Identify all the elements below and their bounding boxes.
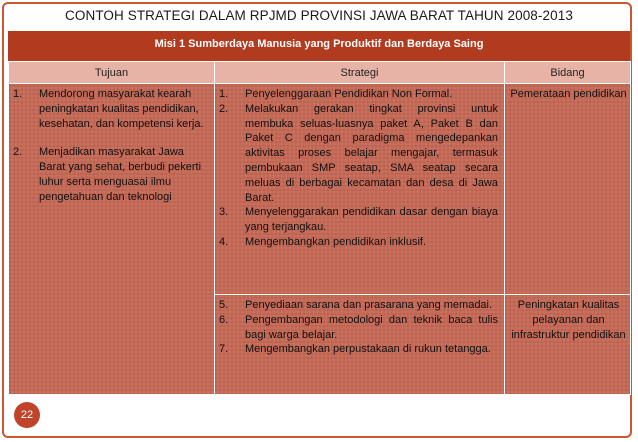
list-item (219, 205, 502, 235)
table-header-row (9, 62, 631, 84)
item-number: 3. (219, 206, 229, 219)
strategy-table (8, 61, 631, 395)
item-text: Pengembangan metodologi dan teknik baca tulis bagi warga belajar. (245, 313, 498, 341)
item-number: 2. (219, 102, 229, 115)
item-number: 1. (219, 88, 229, 100)
header-tujuan: Tujuan (9, 62, 215, 84)
item-number: 2. (13, 146, 23, 159)
strategi-cell (215, 84, 505, 295)
item-text: Mendorong masyarakat kearah peningkatan kualitas pendidikan, kesehatan, dan kompetensi kerja. (39, 88, 204, 130)
list-spacer (13, 131, 212, 145)
slide-title: CONTOH STRATEGI DALAM RPJMD PROVINSI JAWA BARAT TAHUN 2008-2013 (65, 8, 573, 23)
header-bidang: Bidang (505, 62, 631, 84)
item-number: 1. (13, 88, 23, 100)
item-number: 7. (219, 343, 229, 356)
mission-band-text: Misi 1 Sumberdaya Manusia yang Produktif dan Berdaya Saing (154, 38, 484, 50)
list-item (219, 235, 502, 250)
tujuan-list (13, 87, 212, 205)
item-text: Penyelenggaraan Pendidikan Non Formal. (245, 88, 453, 100)
item-text: Mengembangkan pendidikan inklusif. (245, 235, 427, 248)
list-item (219, 313, 502, 343)
item-text: Menjadikan masyarakat Jawa Barat yang sehat, berbudi pekerti luhur serta menguasai ilmu pengetahuan dan teknologi (39, 146, 202, 203)
strategi-list (219, 298, 502, 357)
item-text: Melakukan gerakan tingkat provinsi untuk membuka seluas-luasnya paket A, Paket B dan Paket C dengan paradigma mengedepankan aktivitas proses belajar mengajar, termasuk pembukaan SMP seatap, SMA seatap secara meluas di berbagai kecamatan dan desa di Jawa Barat. (245, 102, 498, 204)
tujuan-cell (9, 84, 215, 395)
list-item (219, 87, 502, 102)
header-strategi: Strategi (215, 62, 505, 84)
table-row (9, 84, 631, 295)
list-item (219, 342, 502, 357)
list-item (13, 87, 212, 131)
list-item (13, 145, 212, 204)
item-number: 5. (219, 299, 229, 311)
strategi-cell (215, 295, 505, 395)
item-text: Menyelenggarakan pendidikan dasar dengan biaya yang terjangkau. (245, 206, 498, 234)
strategi-list (219, 87, 502, 250)
page-number-badge: 22 (14, 402, 40, 428)
item-number: 6. (219, 313, 229, 326)
bidang-cell: Pemerataan pendidikan (505, 84, 631, 295)
item-text: Penyediaan sarana dan prasarana yang memadai. (245, 299, 493, 311)
list-item (219, 102, 502, 206)
list-item (219, 298, 502, 313)
bidang-cell: Peningkatan kualitas pelayanan dan infrastruktur pendidikan (505, 295, 631, 395)
item-text: Mengembangkan perpustakaan di rukun tetangga. (245, 343, 491, 356)
item-number: 4. (219, 235, 229, 248)
